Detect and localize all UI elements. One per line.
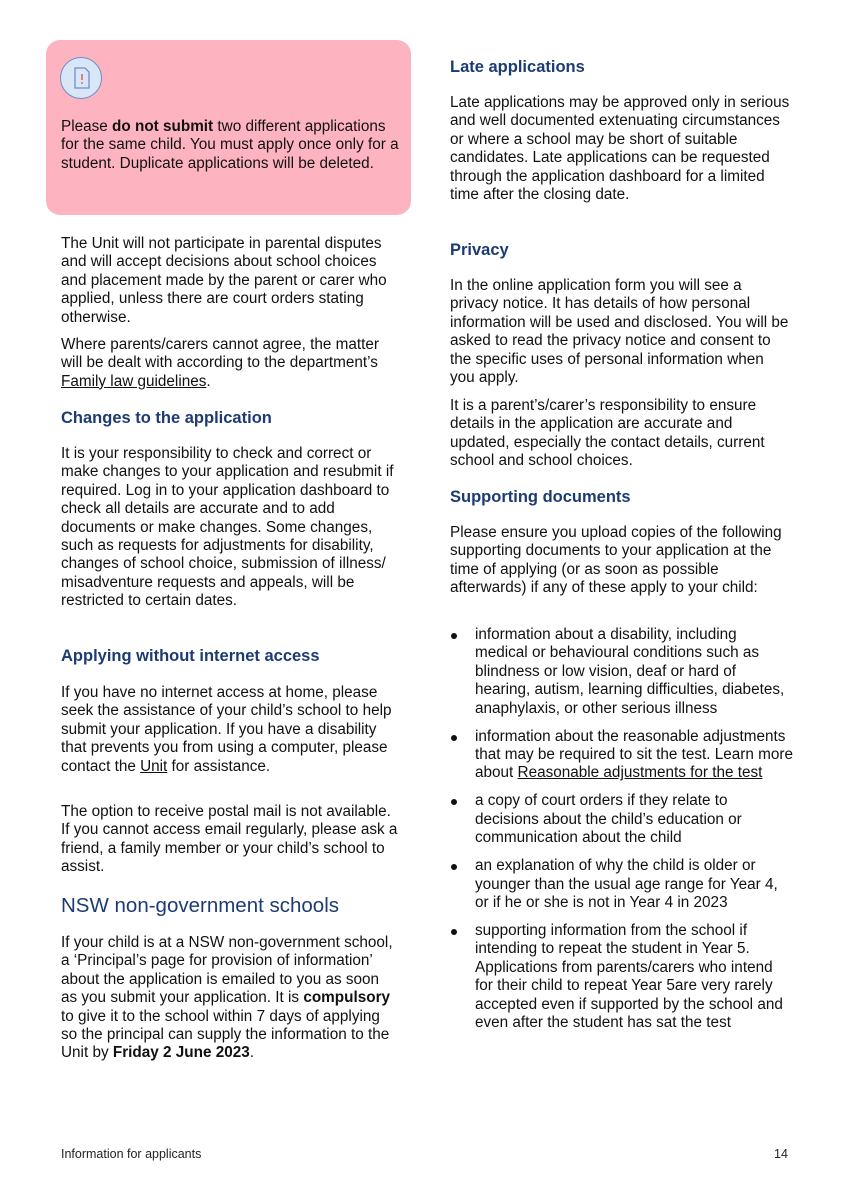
documents-list bbox=[449, 626, 793, 1042]
family-law-guidelines-link[interactable]: Family law guidelines bbox=[61, 372, 207, 390]
alert-text: Please do not submit two different applications for the same child. You must apply once only for a student. Duplicate applications will be deleted. bbox=[61, 118, 399, 172]
paragraph-late: Late applications may be approved only in serious and well documented extenuating circumstances or where a school may be short of suitable candidates. Late applications can be requested through the application dashboard for a limited time after the closing date. bbox=[450, 94, 790, 204]
list-item: supporting information from the school if intending to repeat the student in Year 5. Applications from parents/carers who intend for their child to repeat Year 5are very rarely accepted even if supported by the school and even after the student has sat the test bbox=[449, 922, 793, 1032]
list-item: an explanation of why the child is older or younger than the usual age range for Year 4, or if he or she is not in Year 4 in 2023 bbox=[449, 857, 793, 912]
reasonable-adjustments-link[interactable]: Reasonable adjustments for the test bbox=[517, 764, 763, 782]
heading-docs: Supporting documents bbox=[450, 488, 631, 506]
list-item: a copy of court orders if they relate to decisions about the child’s education or communication about the child bbox=[449, 792, 793, 847]
unit-link[interactable]: Unit bbox=[140, 757, 168, 775]
paragraph-disputes: The Unit will not participate in parental disputes and will accept decisions about school choices and placement made by the parent or carer who applied, unless there are court orders stating otherwise. bbox=[61, 235, 387, 326]
paragraph-nongov: If your child is at a NSW non-government school, a ‘Principal’s page for provision of information’ about the application is emailed to you as soon as you submit your application. It is compulsory to give it to the school within 7 days of applying so the principal can supply the information to the Unit by Friday 2 June 2023. bbox=[61, 934, 393, 1062]
heading-internet: Applying without internet access bbox=[61, 647, 320, 665]
heading-nongov: NSW non-government schools bbox=[61, 894, 340, 917]
document-alert-icon bbox=[60, 57, 102, 99]
list-item: information about the reasonable adjustments that may be required to sit the test. Learn more about Reasonable adjustments for the test bbox=[449, 728, 793, 783]
heading-changes: Changes to the application bbox=[61, 409, 272, 427]
paragraph-privacy-2: It is a parent’s/carer’s responsibility to ensure details in the application are accurate and updated, especially the contact details, current school and school choices. bbox=[450, 397, 765, 470]
paragraph-postal: The option to receive postal mail is not available. If you cannot access email regularly, please ask a friend, a family member or your child’s school to assist. bbox=[61, 803, 398, 876]
heading-late: Late applications bbox=[450, 58, 585, 76]
alert-bold: do not submit bbox=[112, 118, 214, 135]
footer-title: Information for applicants bbox=[61, 1147, 202, 1161]
paragraph-internet: If you have no internet access at home, please seek the assistance of your child’s school to help submit your application. If you have a disability that prevents you from using a computer, please contact the Unit for assistance. bbox=[61, 684, 392, 775]
paragraph-docs: Please ensure you upload copies of the following supporting documents to your application at the time of applying (or as soon as possible afterwards) if any of these apply to your child: bbox=[450, 524, 782, 597]
heading-privacy: Privacy bbox=[450, 241, 509, 259]
page-number: 14 bbox=[774, 1147, 788, 1161]
list-item: information about a disability, including medical or behavioural conditions such as blindness or low vision, deaf or hard of hearing, autism, learning difficulties, diabetes, anaphylaxis, or other serious illness bbox=[449, 626, 793, 718]
paragraph-changes: It is your responsibility to check and correct or make changes to your application and resubmit if required. Log in to your application dashboard to check all details are accurate and to add documents or make changes. Some changes, such as requests for adjustments for disability, changes of school choice, submission of illness/ misadventure requests and appeals, will be restricted to certain dates. bbox=[61, 445, 394, 610]
paragraph-disagree: Where parents/carers cannot agree, the matter will be dealt with according to the department’s Family law guidelines. bbox=[61, 336, 379, 390]
paragraph-privacy-1: In the online application form you will see a privacy notice. It has details of how personal information will be used and disclosed. You will be asked to read the privacy notice and consent to the specific uses of personal information when you apply. bbox=[450, 277, 789, 387]
